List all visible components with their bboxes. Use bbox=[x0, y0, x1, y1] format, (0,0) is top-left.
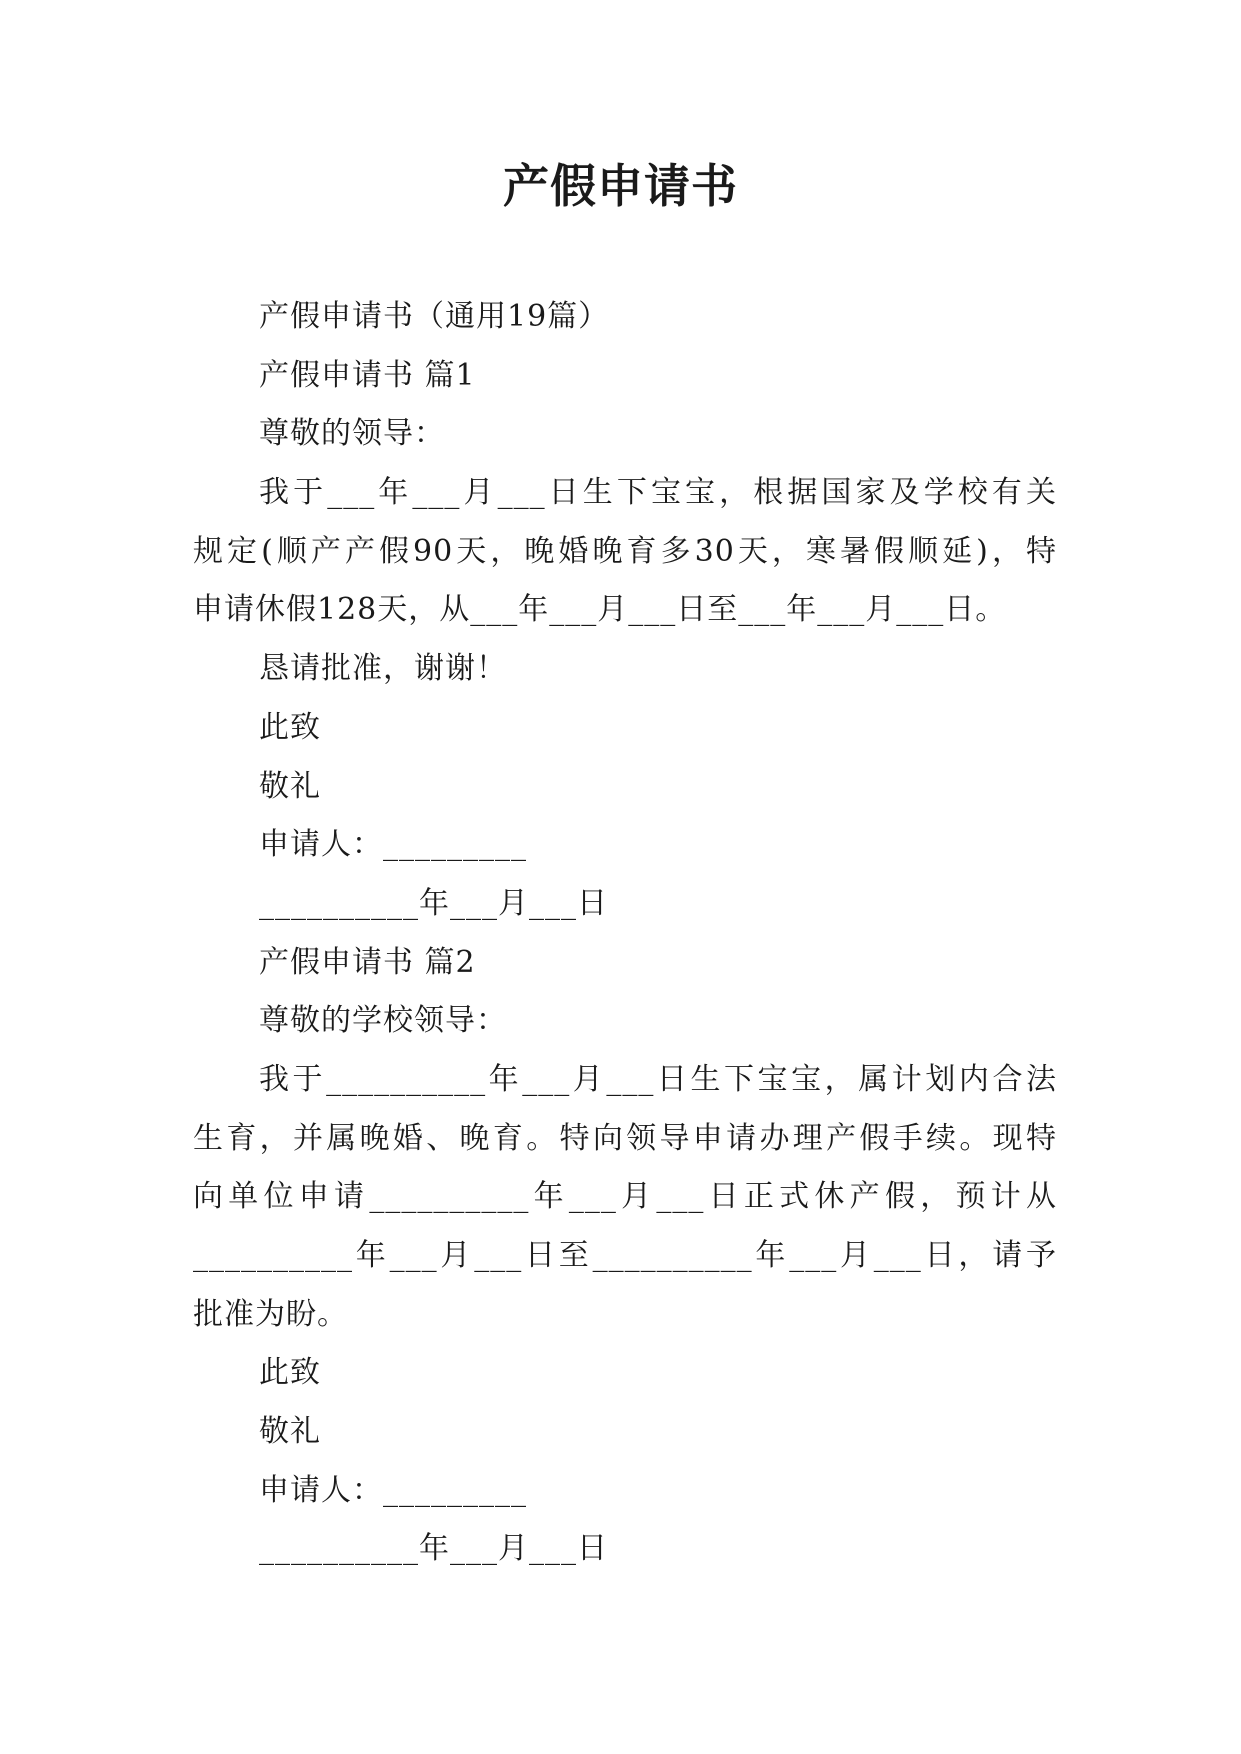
request-line: 恳请批准，谢谢！ bbox=[259, 651, 507, 687]
document-subtitle: 产假申请书（通用19篇） bbox=[259, 299, 610, 334]
signature-line: 申请人：_________ bbox=[259, 1472, 527, 1508]
date-line: __________年___月___日 bbox=[259, 885, 608, 921]
body-line: 申请休假128天，从___年___月___日至___年___月___日。 bbox=[193, 592, 1007, 628]
body-line: 我于___年___月___日生下宝宝，根据国家及学校有关 bbox=[259, 475, 1057, 511]
body-line: 规定(顺产产假90天，晚婚晚育多30天，寒暑假顺延)，特 bbox=[193, 533, 1057, 569]
closing-line: 敬礼 bbox=[259, 1414, 321, 1450]
body-line: 生育，并属晚婚、晚育。特向领导申请办理产假手续。现特 bbox=[193, 1120, 1057, 1156]
section-heading: 产假申请书 篇1 bbox=[259, 357, 476, 393]
section-heading: 产假申请书 篇2 bbox=[259, 944, 476, 980]
signature-line: 申请人：_________ bbox=[259, 827, 527, 863]
body-line: 我于__________年___月___日生下宝宝，属计划内合法 bbox=[259, 1061, 1057, 1097]
document-body bbox=[193, 288, 1057, 1579]
date-line: __________年___月___日 bbox=[259, 1531, 608, 1567]
body-line: __________年___月___日至__________年___月___日，请予 bbox=[193, 1238, 1057, 1273]
closing-line: 此致 bbox=[259, 709, 321, 745]
document-title: 产假申请书 bbox=[503, 159, 738, 213]
salutation: 尊敬的学校领导： bbox=[259, 1003, 507, 1039]
body-line: 批准为盼。 bbox=[193, 1296, 348, 1332]
closing-line: 此致 bbox=[259, 1355, 321, 1391]
closing-line: 敬礼 bbox=[259, 768, 321, 804]
salutation: 尊敬的领导： bbox=[259, 416, 445, 452]
body-line: 向单位申请__________年___月___日正式休产假，预计从 bbox=[193, 1179, 1057, 1215]
